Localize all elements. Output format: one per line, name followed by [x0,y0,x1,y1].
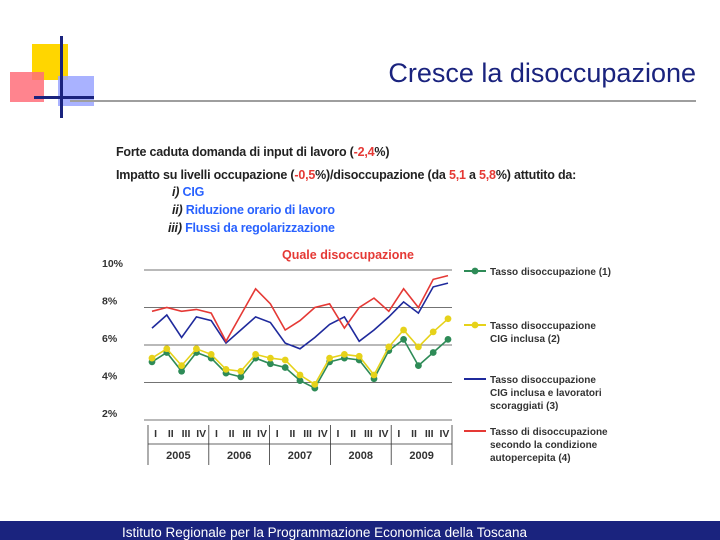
text-line-2-d: 5,1 [448,168,466,182]
y-axis-ticks [102,258,124,420]
series-2-point [326,355,333,362]
series-1-point [282,364,289,371]
x-tick-quarter: IV [317,428,328,440]
x-tick-quarter: I [154,428,158,440]
series-2-point [223,366,230,373]
legend-entry-line: Tasso disoccupazione [490,375,596,386]
x-tick-quarter: II [411,428,417,440]
text-line-2-c: %)/disoccupazione (da [315,168,449,182]
y-tick-label: 8% [102,295,118,308]
text-line-1 [116,145,389,159]
title-divider [70,100,696,102]
series-2-point [178,362,185,369]
legend-entry [490,427,608,464]
series-1-point [445,336,452,343]
list-item-label: CIG [182,185,205,199]
legend-swatch-point [472,268,479,275]
legend-entry-line: autopercepita (4) [490,453,571,464]
legend-entry [490,267,611,278]
x-tick-quarter: III [364,428,373,440]
x-tick-quarter: II [167,428,174,440]
series-2-point [297,372,304,379]
x-tick-quarter: III [242,428,252,440]
list-item-number: iii) [168,221,182,235]
x-tick-quarter: I [397,428,401,440]
legend-entry-line: Tasso disoccupazione [490,321,596,332]
text-line-2 [116,168,576,182]
x-tick-quarter: III [424,428,434,440]
text-line-1-c: %) [374,145,390,159]
unemployment-chart [100,245,620,470]
footer-text: Istituto Regionale per la Programmazione Economica della Toscana [122,525,527,540]
x-tick-quarter: IV [378,428,389,440]
list-item-cig [172,185,204,199]
slide-title: Cresce la disoccupazione [388,58,696,88]
series-2-point [445,315,452,322]
y-tick-label: 2% [102,408,118,420]
series-2-point [149,355,156,362]
decorative-vertical-bar [60,36,63,118]
list-item-label: Riduzione orario di lavoro [185,203,335,217]
y-tick-label: 10% [102,258,124,270]
legend-entry-line: CIG inclusa (2) [490,334,561,345]
legend-entry [490,375,602,412]
series-2-point [400,327,407,334]
x-tick-quarter: I [336,428,340,440]
text-line-1-b: -2,4 [353,145,375,159]
series-2-point [252,351,259,358]
text-line-2-a: Impatto su livelli occupazione ( [116,168,295,182]
series-2-point [356,353,363,360]
decorative-horizontal-bar [34,96,94,99]
series-1-point [400,336,407,343]
series-2-point [193,345,200,352]
list-item-number: ii) [172,203,183,217]
x-tick-year: 2009 [409,450,434,462]
x-tick-quarter: II [228,428,235,440]
series-2-point [415,343,422,350]
text-line-2-g: %) attutito da: [495,168,577,182]
x-tick-quarter: IV [439,428,450,440]
series-1-point [415,362,422,369]
list-item-orario [172,203,335,217]
text-line-1-a: Forte caduta domanda di input di lavoro ( [116,145,354,159]
list-item-label: Flussi da regolarizzazione [185,221,335,235]
y-tick-label: 4% [102,370,118,383]
list-item-number: i) [172,185,180,199]
chart-title: Quale disoccupazione [282,248,414,262]
x-tick-quarter: IV [196,428,207,440]
x-tick-year: 2008 [348,450,374,462]
series-2-point [208,351,215,358]
footer-bar [0,521,720,540]
x-tick-quarter: IV [257,428,267,440]
chart-series [149,276,452,392]
series-2-point [311,381,318,388]
legend-entry-line: secondo la condizione [490,440,598,451]
x-tick-year: 2006 [226,450,252,462]
series-2-point [282,357,289,364]
x-tick-year: 2007 [287,450,313,462]
x-tick-quarter: II [289,428,296,440]
y-tick-label: 6% [102,333,118,345]
series-2-point [385,343,392,350]
text-line-2-b: -0,5 [294,168,316,182]
series-2-point [267,355,274,362]
legend-swatch-point [472,322,479,329]
x-tick-quarter: III [181,428,191,440]
x-axis [148,425,452,465]
legend-entry [490,321,596,345]
chart-legend [464,267,611,464]
series-2-point [430,328,437,335]
legend-entry-line: scoraggiati (3) [490,401,559,412]
series-1-point [430,349,437,356]
legend-entry-line: Tasso di disoccupazione [490,427,608,438]
series-2-point [371,372,378,379]
x-tick-quarter: I [275,428,279,440]
text-line-2-e: a [465,168,480,182]
x-tick-quarter: I [214,428,218,440]
list-item-flussi [168,221,335,235]
legend-entry-line: CIG inclusa e lavoratori [490,388,602,399]
x-tick-quarter: II [350,428,357,440]
legend-entry-line: Tasso disoccupazione (1) [490,267,611,278]
series-2-point [341,351,348,358]
series-2-point [163,345,170,352]
text-line-2-f: 5,8 [479,168,496,182]
x-tick-quarter: III [303,428,312,440]
x-tick-year: 2005 [166,450,191,462]
series-2-point [237,368,244,375]
